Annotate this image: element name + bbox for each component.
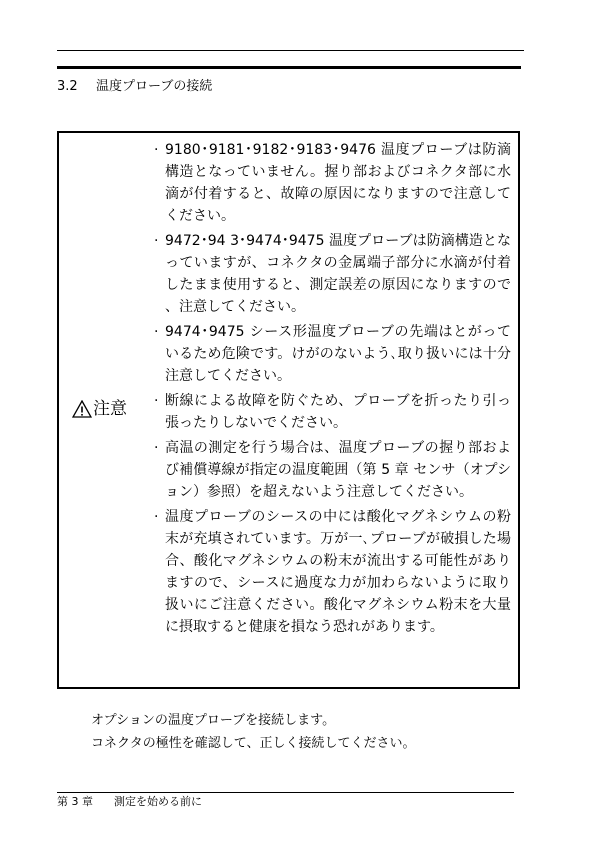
caution-note: · 温度プローブのシースの中には酸化マグネシウムの粉末が充填されています。万が一､プローブが破損した場合、酸化マグネシウムの粉末が流出する可能性がありますので、シースに過度な力が加わらないように取り扱いにご注意ください。酸化マグネシウム粉末を大量に摂取すると健康を損なう恐れがあります。 <box>151 506 511 638</box>
caution-note: · 断線による故障を防ぐため、プローブを折ったり引っ張ったりしないでください。 <box>151 390 511 434</box>
caution-label <box>72 397 127 421</box>
caution-notes <box>151 139 511 641</box>
section-rule <box>57 66 521 69</box>
header-rule <box>57 50 524 51</box>
caution-note: · 9472･94 3･9474･9475 温度プローブは防滴構造となっていますが、コネクタの金属端子部分に水滴が付着したまま使用すると、測定誤差の原因になりますので、注意してください。 <box>151 230 511 318</box>
caution-note: · 9180･9181･9182･9183･9476 温度プローブは防滴構造となっていません。握り部およびコネクタ部に水滴が付着すると、故障の原因になりますので注意してください。 <box>151 139 511 227</box>
section-number: 3.2 <box>57 79 78 94</box>
body-text <box>91 709 415 755</box>
caution-note: · 9474･9475 シース形温度プローブの先端はとがっているため危険です。けがのないよう､取り扱いには十分注意してください。 <box>151 321 511 387</box>
section-title: 温度プローブの接続 <box>96 79 213 94</box>
section-heading <box>57 78 212 96</box>
footer-rule <box>57 792 514 793</box>
caution-text: 注意 <box>93 399 127 419</box>
footer-chapter: 第 3 章 <box>57 795 93 808</box>
body-paragraph: オプションの温度プローブを接続します。 <box>91 713 336 728</box>
footer-title: 測定を始める前に <box>114 795 202 808</box>
body-paragraph: コネクタの極性を確認して、正しく接続してください。 <box>91 736 416 751</box>
warning-triangle-icon <box>72 400 92 418</box>
caution-note: · 高温の測定を行う場合は、温度プローブの握り部および補償導線が指定の温度範囲（第 5 章 センサ（オプション）参照）を超えないよう注意してください。 <box>151 437 511 503</box>
page-footer <box>57 794 202 809</box>
